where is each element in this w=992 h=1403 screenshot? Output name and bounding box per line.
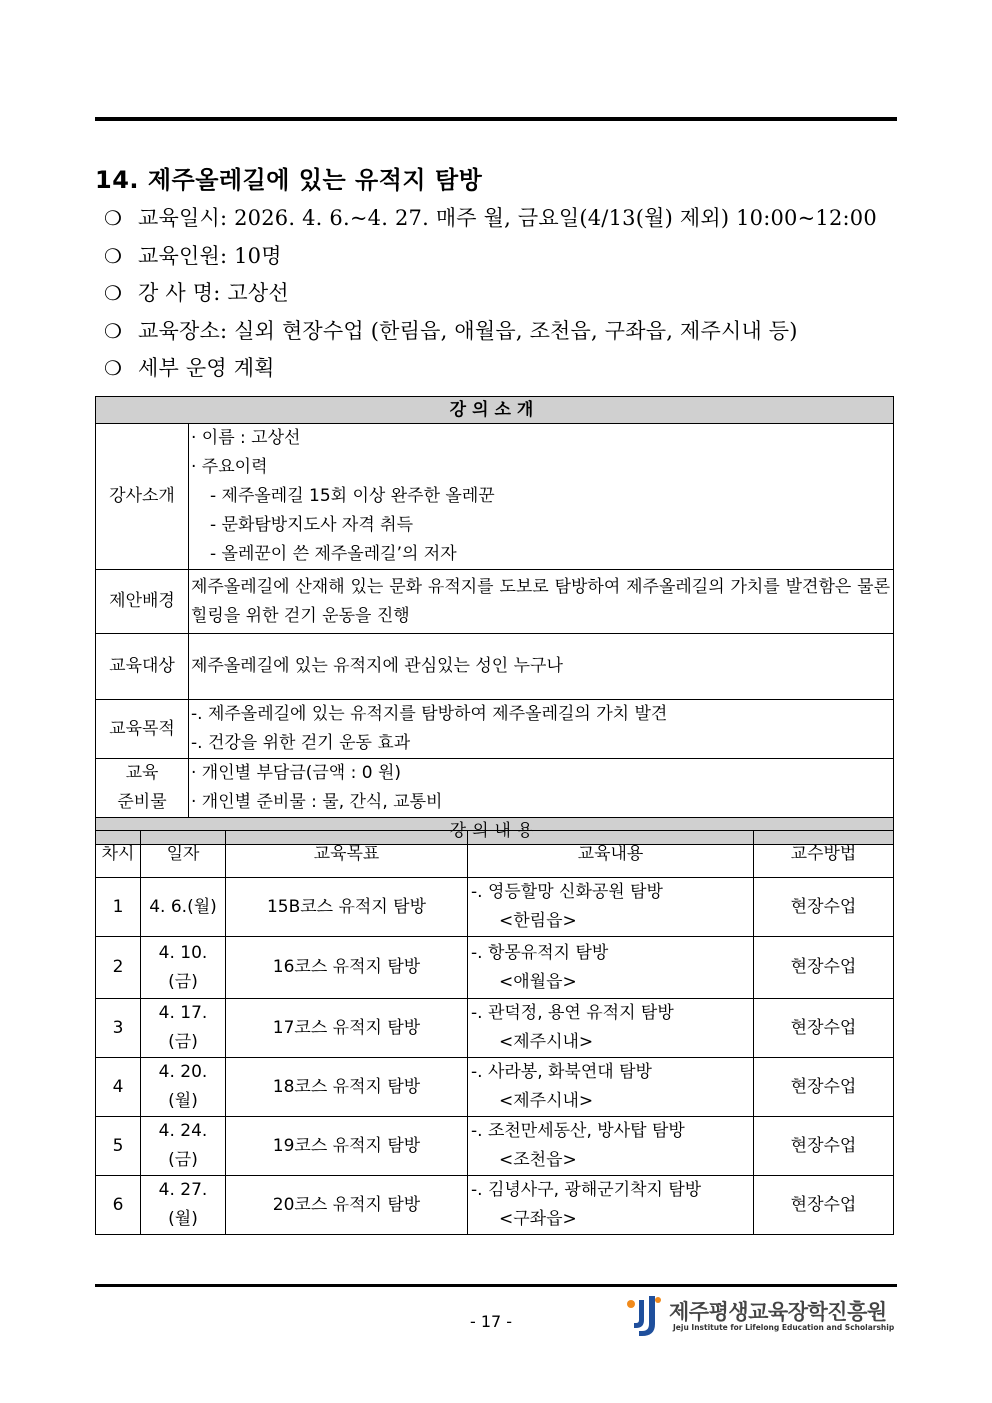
col-goal: 교육목표 xyxy=(226,831,468,878)
schedule-column-headers xyxy=(96,831,894,878)
circle-bullet-icon: ❍ xyxy=(104,356,123,380)
table-row: 4 4. 20.(월) 18코스 유적지 탐방 -. 사라봉, 화북연대 탐방 <제주시내> 현장수업 xyxy=(96,1058,894,1117)
intro-header: 강의소개 xyxy=(96,397,894,424)
page-number: - 17 - xyxy=(470,1312,513,1331)
section-title: 14. 제주올레길에 있는 유적지 탐방 xyxy=(95,166,483,194)
bullet-plan: ❍ 세부 운영 계획 xyxy=(104,350,877,388)
table-row: 5 4. 24.(금) 19코스 유적지 탐방 -. 조천만세동산, 방사탑 탐방 <조천읍> 현장수업 xyxy=(96,1117,894,1176)
institute-english-name: Jeju Institute for Lifelong Education and Scholarship xyxy=(673,1323,895,1332)
institute-name: 제주평생교육장학진흥원 xyxy=(669,1300,887,1324)
course-intro-table xyxy=(95,396,894,845)
circle-bullet-icon: ❍ xyxy=(104,206,123,230)
circle-bullet-icon: ❍ xyxy=(104,243,123,268)
top-rule xyxy=(95,117,897,121)
purpose-details: -. 제주올레길에 있는 유적지를 탐방하여 제주올레길의 가치 발견 -. 건강을 위한 걷기 운동 효과 xyxy=(189,700,894,759)
instructor-details: · 이름 : 고상선 · 주요이력 - 제주올레길 15회 이상 완주한 올레꾼 - 문화탐방지도사 자격 취득 - 올레꾼이 쓴 제주올레길’의 저자 xyxy=(189,424,894,570)
info-bullet-list xyxy=(104,200,877,388)
col-session: 차시 xyxy=(96,831,141,878)
circle-bullet-icon: ❍ xyxy=(104,318,123,343)
schedule-table xyxy=(95,830,894,1235)
bullet-capacity: ❍ 교육인원: 10명 xyxy=(104,238,877,276)
schedule-header: 강의내용 xyxy=(96,818,894,845)
institute-logo-icon xyxy=(625,1294,665,1338)
table-row: 6 4. 27.(월) 20코스 유적지 탐방 -. 김녕사구, 광해군기착지 탐방 <구좌읍> 현장수업 xyxy=(96,1176,894,1235)
table-row: 3 4. 17.(금) 17코스 유적지 탐방 -. 관덕정, 용연 유적지 탐방 <제주시내> 현장수업 xyxy=(96,999,894,1058)
target-text: 제주올레길에 있는 유적지에 관심있는 성인 누구나 xyxy=(189,634,894,700)
institute-logo xyxy=(625,1294,897,1338)
bullet-schedule: ❍ 교육일시: 2026. 4. 6.~4. 27. 매주 월, 금요일(4/13(월) 제외) 10:00~12:00 xyxy=(104,200,877,238)
col-content: 교육내용 xyxy=(468,831,754,878)
background-label: 제안배경 xyxy=(96,570,189,634)
bullet-location: ❍ 교육장소: 실외 현장수업 (한림읍, 애월읍, 조천읍, 구좌읍, 제주시내 등) xyxy=(104,313,877,351)
purpose-label: 교육목적 xyxy=(96,700,189,759)
table-row: 2 4. 10.(금) 16코스 유적지 탐방 -. 항몽유적지 탐방 <애월읍> 현장수업 xyxy=(96,937,894,999)
instructor-label: 강사소개 xyxy=(96,424,189,570)
bullet-instructor: ❍ 강 사 명: 고상선 xyxy=(104,275,877,313)
background-text: 제주올레길에 산재해 있는 문화 유적지를 도보로 탐방하여 제주올레길의 가치를 발견함은 물론 힐링을 위한 걷기 운동을 진행 xyxy=(189,570,894,634)
supplies-label: 교육 준비물 xyxy=(96,759,189,818)
table-row: 1 4. 6.(월) 15B코스 유적지 탐방 -. 영등할망 신화공원 탐방 <한림읍> 현장수업 xyxy=(96,878,894,937)
bottom-rule xyxy=(95,1284,897,1287)
target-label: 교육대상 xyxy=(96,634,189,700)
col-date: 일자 xyxy=(141,831,226,878)
supplies-details: · 개인별 부담금(금액 : 0 원) · 개인별 준비물 : 물, 간식, 교통비 xyxy=(189,759,894,818)
circle-bullet-icon: ❍ xyxy=(104,281,123,305)
col-method: 교수방법 xyxy=(754,831,894,878)
